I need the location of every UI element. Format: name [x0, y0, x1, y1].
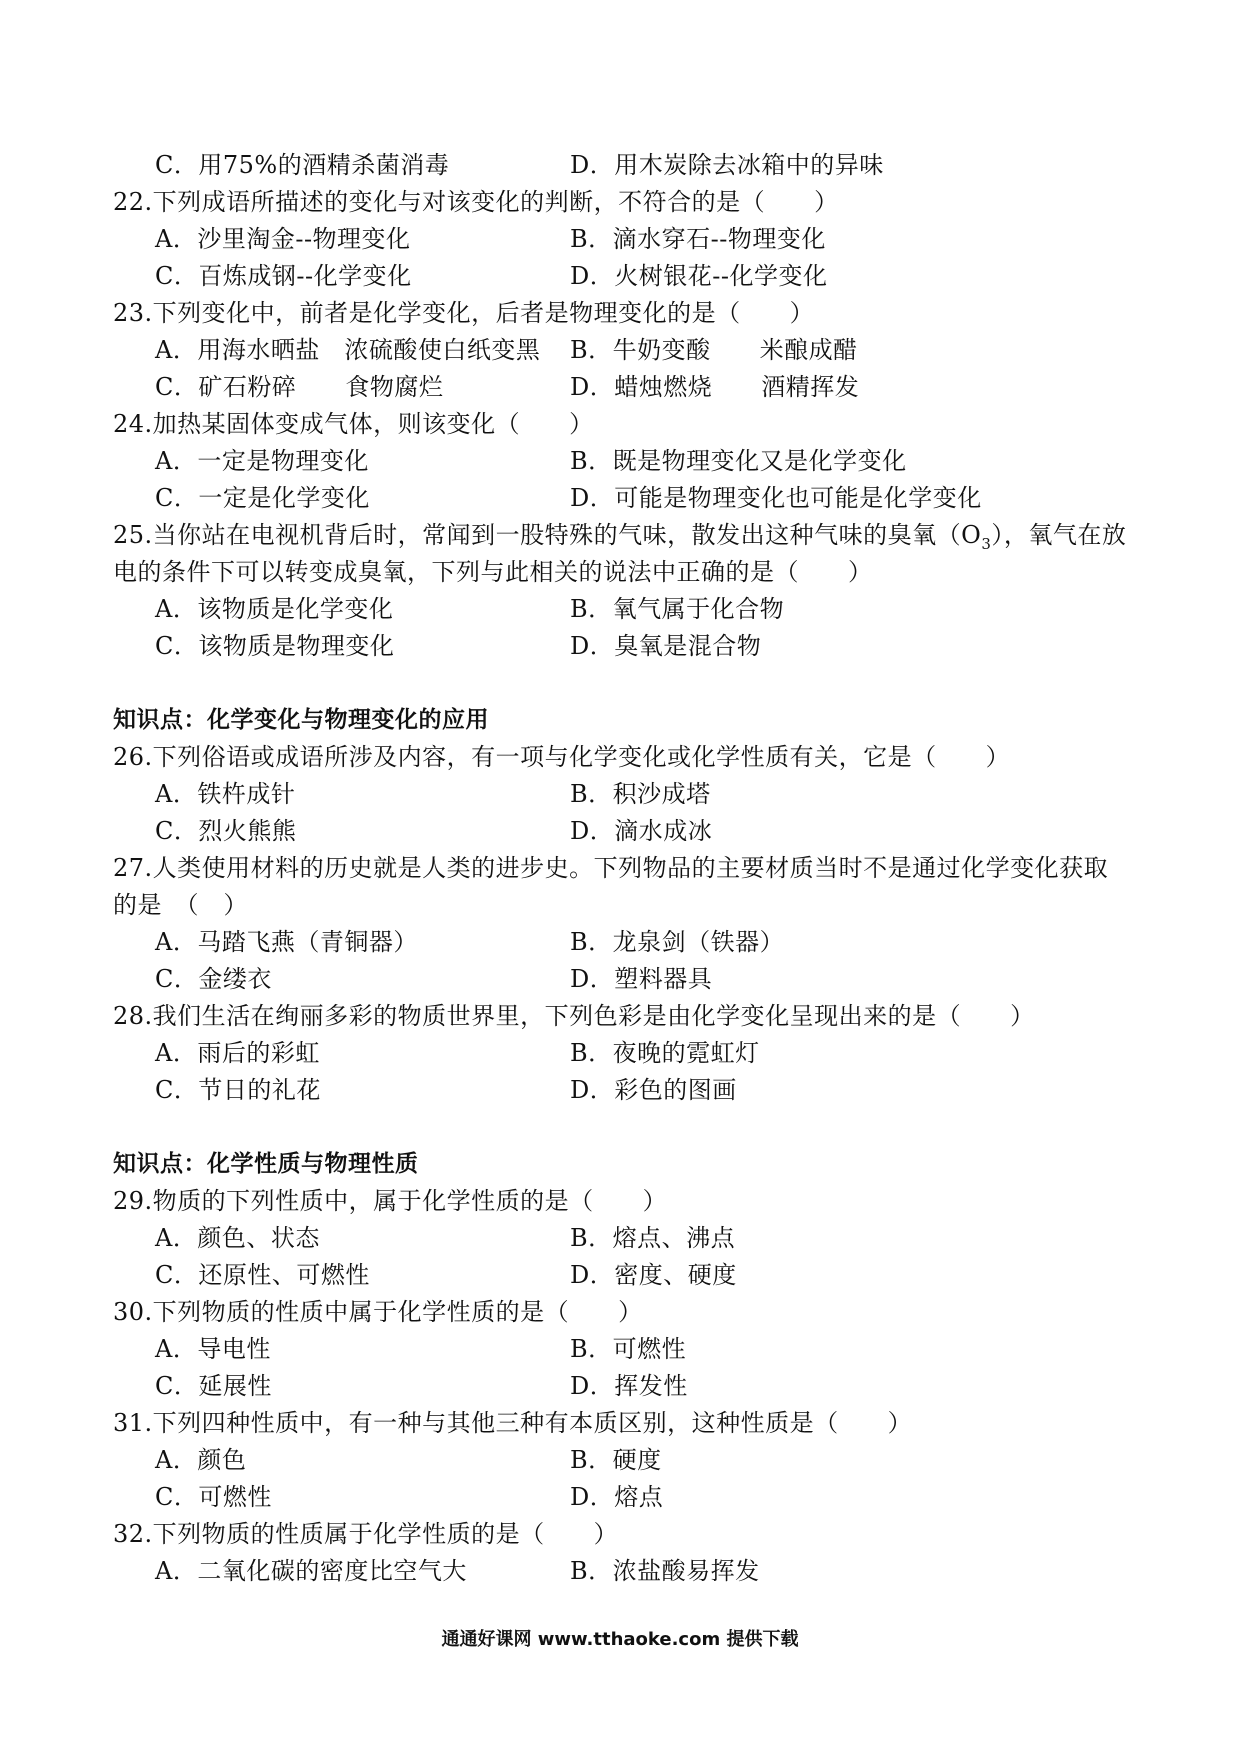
q27-option-c: C．金缕衣 [155, 965, 272, 993]
q28-option-d: D．彩色的图画 [570, 1076, 737, 1104]
q30-option-a: A．导电性 [155, 1335, 271, 1363]
question-25 [113, 520, 1126, 559]
q23-option-b: B．牛奶变酸 米酿成醋 [570, 336, 858, 364]
q29-option-d: D．密度、硬度 [570, 1261, 737, 1289]
q24-option-a: A．一定是物理变化 [155, 447, 369, 475]
q26-option-c: C．烈火熊熊 [155, 817, 297, 845]
q21-option-d: D．用木炭除去冰箱中的异味 [570, 151, 884, 179]
q27-option-a: A．马踏飞燕（青铜器） [155, 928, 418, 956]
q25-option-d: D．臭氧是混合物 [570, 632, 762, 660]
section-heading-applications: 知识点：化学变化与物理变化的应用 [113, 707, 489, 733]
q27-option-d: D．塑料器具 [570, 965, 713, 993]
q30-option-b: B．可燃性 [570, 1335, 687, 1363]
q22-option-a: A．沙里淘金--物理变化 [155, 225, 411, 253]
q22-option-d: D．火树银花--化学变化 [570, 262, 828, 290]
q26-option-d: D．滴水成冰 [570, 817, 713, 845]
q32-option-a: A．二氧化碳的密度比空气大 [155, 1557, 467, 1585]
question-25-continued: 电的条件下可以转变成臭氧，下列与此相关的说法中正确的是（ ） [113, 558, 873, 586]
q31-option-a: A．颜色 [155, 1446, 247, 1474]
question-27: 27.人类使用材料的历史就是人类的进步史。下列物品的主要材质当时不是通过化学变化获取 [113, 854, 1109, 882]
q25-option-a: A．该物质是化学变化 [155, 595, 394, 623]
q28-option-b: B．夜晚的霓虹灯 [570, 1039, 760, 1067]
question-30: 30.下列物质的性质中属于化学性质的是（ ） [113, 1298, 643, 1326]
q28-option-c: C．节日的礼花 [155, 1076, 321, 1104]
question-22: 22.下列成语所描述的变化与对该变化的判断，不符合的是（ ） [113, 188, 839, 216]
q24-option-c: C．一定是化学变化 [155, 484, 370, 512]
question-28: 28.我们生活在绚丽多彩的物质世界里，下列色彩是由化学变化呈现出来的是（ ） [113, 1002, 1035, 1030]
q24-option-d: D．可能是物理变化也可能是化学变化 [570, 484, 982, 512]
q29-option-a: A．颜色、状态 [155, 1224, 320, 1252]
section-heading-properties: 知识点：化学性质与物理性质 [113, 1151, 419, 1177]
q25-text-start: 25.当你站在电视机背后时，常闻到一股特殊的气味，散发出这种气味的臭氧（O [113, 521, 982, 549]
q30-option-d: D．挥发性 [570, 1372, 688, 1400]
q22-option-b: B．滴水穿石--物理变化 [570, 225, 826, 253]
q23-option-c: C．矿石粉碎 食物腐烂 [155, 373, 444, 401]
question-32: 32.下列物质的性质属于化学性质的是（ ） [113, 1520, 619, 1548]
q31-option-d: D．熔点 [570, 1483, 664, 1511]
q28-option-a: A．雨后的彩虹 [155, 1039, 320, 1067]
q32-option-b: B．浓盐酸易挥发 [570, 1557, 760, 1585]
question-29: 29.物质的下列性质中，属于化学性质的是（ ） [113, 1187, 668, 1215]
question-23: 23.下列变化中，前者是化学变化，后者是物理变化的是（ ） [113, 299, 815, 327]
q25-text-end: ），氧气在放 [991, 521, 1127, 549]
page-footer: 通通好课网 www.tthaoke.com 提供下载 [441, 1629, 799, 1650]
q24-option-b: B．既是物理变化又是化学变化 [570, 447, 907, 475]
q25-option-b: B．氧气属于化合物 [570, 595, 785, 623]
question-26: 26.下列俗语或成语所涉及内容，有一项与化学变化或化学性质有关，它是（ ） [113, 743, 1011, 771]
q26-option-a: A．铁杵成针 [155, 780, 296, 808]
q27-option-b: B．龙泉剑（铁器） [570, 928, 785, 956]
question-31: 31.下列四种性质中，有一种与其他三种有本质区别，这种性质是（ ） [113, 1409, 913, 1437]
q30-option-c: C．延展性 [155, 1372, 272, 1400]
q26-option-b: B．积沙成塔 [570, 780, 711, 808]
q31-option-b: B．硬度 [570, 1446, 662, 1474]
q31-option-c: C．可燃性 [155, 1483, 272, 1511]
q29-option-b: B．熔点、沸点 [570, 1224, 736, 1252]
ozone-subscript: 3 [981, 534, 992, 553]
question-24: 24.加热某固体变成气体，则该变化（ ） [113, 410, 594, 438]
q29-option-c: C．还原性、可燃性 [155, 1261, 370, 1289]
question-27-continued: 的是 （ ） [113, 891, 248, 919]
q22-option-c: C．百炼成钢--化学变化 [155, 262, 412, 290]
q23-option-d: D．蜡烛燃烧 酒精挥发 [570, 373, 860, 401]
q23-option-a: A．用海水晒盐 浓硫酸使白纸变黑 [155, 336, 541, 364]
q25-option-c: C．该物质是物理变化 [155, 632, 395, 660]
q21-option-c: C．用75%的酒精杀菌消毒 [155, 151, 450, 179]
